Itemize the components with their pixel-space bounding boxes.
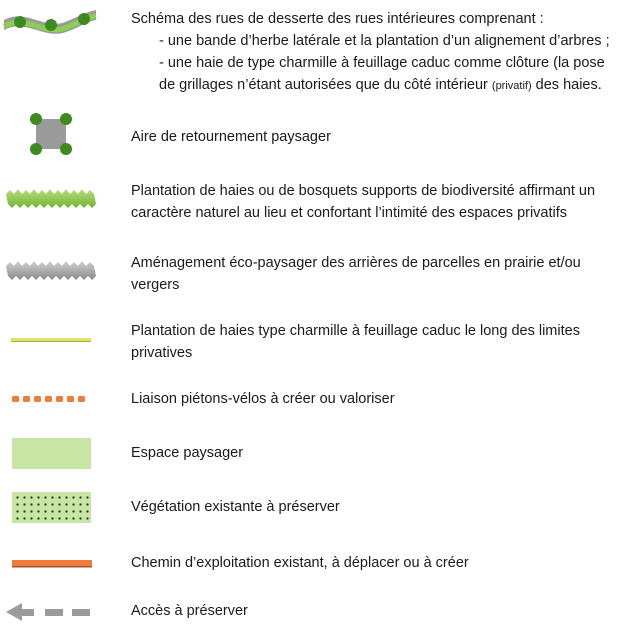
legend-item-vegetation <box>0 490 635 526</box>
legend-line: privatives <box>131 345 193 361</box>
legend-line: Accès à préserver <box>131 603 248 619</box>
legend-line: Végétation existante à préserver <box>131 499 340 515</box>
grey-square-with-trees-icon <box>0 110 100 160</box>
legend-item-acces <box>0 600 635 626</box>
legend-text-charmille <box>131 320 631 364</box>
yellow-line-icon <box>0 320 100 360</box>
green-grass-strip-icon <box>0 180 100 220</box>
legend-line: Schéma des rues de desserte des rues intérieures comprenant : <box>131 11 544 27</box>
legend-line: Chemin d’exploitation existant, à déplacer ou à créer <box>131 555 469 571</box>
legend-line: Plantation de haies ou de bosquets supports de biodiversité affirmant un <box>131 183 596 199</box>
legend-text-rues-desserte <box>131 8 631 97</box>
legend-item-aire-retournement <box>0 110 635 160</box>
legend-line: Espace paysager <box>131 445 244 461</box>
legend-text-chemin <box>131 552 631 574</box>
legend-item-rues-desserte <box>0 8 635 98</box>
grey-dashed-arrow-icon <box>0 600 100 626</box>
legend-line: vergers <box>131 277 180 293</box>
grey-grass-strip-icon <box>0 252 100 292</box>
legend-item-liaison <box>0 388 635 412</box>
legend-text-espace-paysager <box>131 442 631 464</box>
legend-text-acces <box>131 600 631 622</box>
legend-line-part: des haies. <box>531 77 602 93</box>
legend-line: Aménagement éco-paysager des arrières de parcelles en prairie et/ou <box>131 255 581 271</box>
legend-item-haies-bosquets <box>0 180 635 230</box>
legend-line-last <box>131 74 631 97</box>
orange-dotted-line-icon <box>0 388 100 412</box>
legend-line-part: de grillages n’étant autorisées que du côté intérieur <box>159 77 492 93</box>
legend-line: Liaison piétons-vélos à créer ou valoriser <box>131 391 395 407</box>
legend-text-haies-bosquets <box>131 180 631 224</box>
legend-text-eco-paysager <box>131 252 631 296</box>
legend-line: - une bande d’herbe latérale et la plantation d’un alignement d’arbres ; <box>159 33 610 49</box>
legend-text-vegetation <box>131 496 631 518</box>
legend-line: caractère naturel au lieu et confortant l’intimité des espaces privatifs <box>131 205 568 221</box>
legend-line: Plantation de haies type charmille à feuillage caduc le long des limites <box>131 323 580 339</box>
legend-text-liaison <box>131 388 631 410</box>
legend-item-espace-paysager <box>0 436 635 472</box>
legend-line-small: (privatif) <box>491 80 532 92</box>
legend-item-chemin <box>0 552 635 576</box>
legend-text-aire-retournement <box>131 126 631 148</box>
dotted-green-rectangle-icon <box>12 492 91 523</box>
legend-line: Aire de retournement paysager <box>131 129 331 145</box>
legend-item-charmille <box>0 320 635 370</box>
green-road-with-trees-icon <box>0 8 100 48</box>
legend-line: - une haie de type charmille à feuillage caduc comme clôture (la pose <box>159 55 605 71</box>
legend-item-eco-paysager <box>0 252 635 302</box>
light-green-rectangle-icon <box>12 438 91 469</box>
orange-line-icon <box>0 552 100 576</box>
